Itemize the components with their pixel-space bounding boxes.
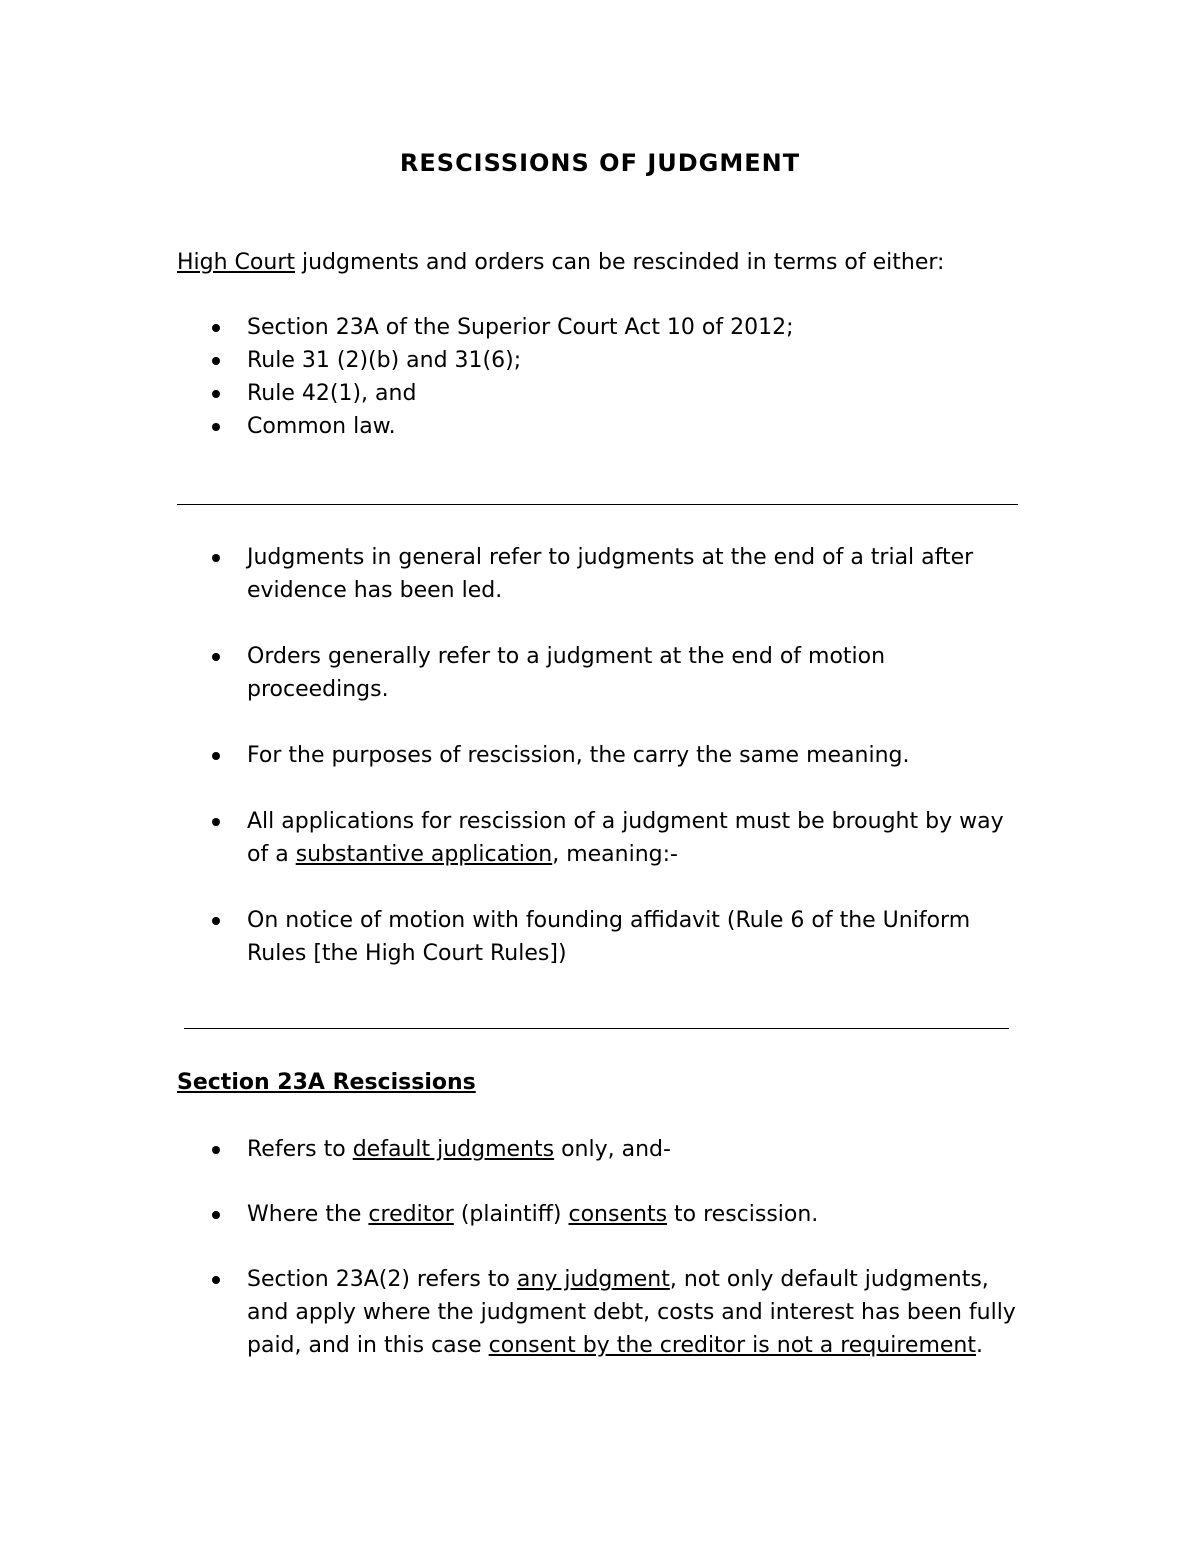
list-item bbox=[0, 1263, 1017, 1362]
list-item-text: , meaning:- bbox=[552, 842, 678, 867]
intro-paragraph bbox=[177, 247, 944, 279]
underlined-text: consents bbox=[568, 1202, 668, 1227]
divider bbox=[184, 1028, 1009, 1029]
definitions-list bbox=[0, 541, 1017, 1003]
list-item bbox=[0, 1133, 1017, 1166]
list-item-text: . bbox=[976, 1333, 983, 1358]
underlined-text: consent by the creditor is not a requirement bbox=[488, 1333, 976, 1358]
list-item-text: only, and- bbox=[554, 1137, 671, 1162]
list-item bbox=[0, 1198, 1017, 1231]
list-item-text: Where the bbox=[247, 1202, 369, 1227]
section-heading: Section 23A Rescissions bbox=[177, 1070, 476, 1095]
list-item bbox=[0, 805, 1017, 871]
underlined-text: any judgment bbox=[516, 1267, 670, 1292]
page-title: RESCISSIONS OF JUDGMENT bbox=[399, 149, 801, 177]
list-item: Rule 31 (2)(b) and 31(6); bbox=[0, 344, 1017, 377]
intro-text: judgments and orders can be rescinded in terms of either: bbox=[295, 250, 945, 275]
divider bbox=[177, 504, 1018, 505]
rescission-grounds-list bbox=[0, 311, 1017, 443]
list-item-text: to rescission. bbox=[667, 1202, 819, 1227]
list-item: Judgments in general refer to judgments at the end of a trial after evidence has been led. bbox=[0, 541, 1017, 607]
underlined-text: creditor bbox=[368, 1202, 454, 1227]
list-item-text: All applications for rescission of a judgment must be brought by way of a bbox=[247, 809, 1004, 867]
list-item-text: Section 23A(2) refers to bbox=[247, 1267, 517, 1292]
list-item: Orders generally refer to a judgment at the end of motion proceedings. bbox=[0, 640, 1017, 706]
list-item: Section 23A of the Superior Court Act 10 of 2012; bbox=[0, 311, 1017, 344]
list-item-text: Refers to bbox=[247, 1137, 353, 1162]
underlined-text: default judgments bbox=[352, 1137, 555, 1162]
intro-underlined-text: High Court bbox=[177, 250, 295, 275]
list-item: For the purposes of rescission, the carry the same meaning. bbox=[0, 739, 1017, 772]
list-item: Rule 42(1), and bbox=[0, 377, 1017, 410]
list-item-text: , not only default judgments, and apply where the judgment debt, costs and interest has been fully paid, and in this case bbox=[247, 1267, 1016, 1358]
section-23a-list bbox=[0, 1133, 1017, 1394]
list-item: On notice of motion with founding affidavit (Rule 6 of the Uniform Rules [the High Court Rules]) bbox=[0, 904, 1017, 970]
list-item-text: (plaintiff) bbox=[453, 1202, 569, 1227]
list-item: Common law. bbox=[0, 410, 1017, 443]
underlined-text: substantive application bbox=[295, 842, 553, 867]
